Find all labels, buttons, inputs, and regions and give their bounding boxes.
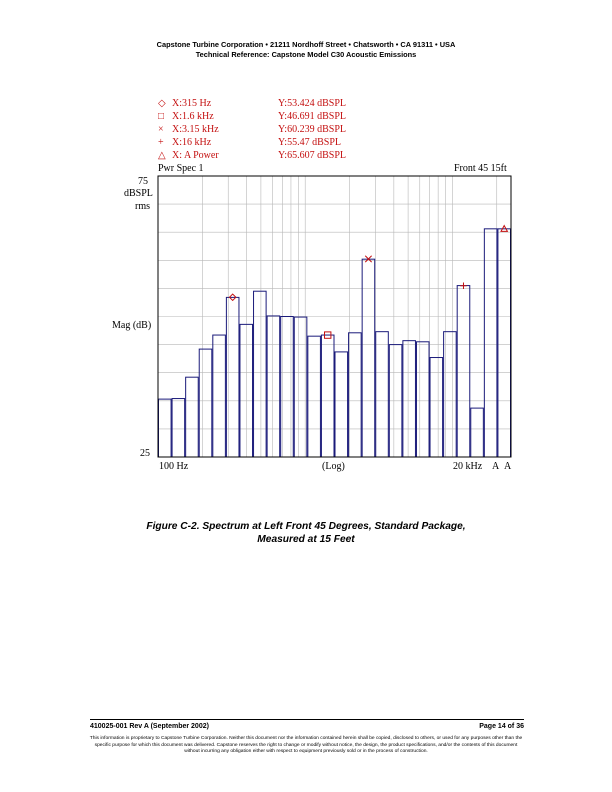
y-axis-bottom-tick: 25 [140, 448, 150, 459]
x-axis-left-label: 100 Hz [159, 461, 189, 472]
marker-x-value: X: A Power [172, 150, 219, 161]
marker-x-value: X:315 Hz [172, 98, 212, 109]
marker-cross-icon: × [158, 124, 164, 135]
marker-plus-icon: + [158, 137, 164, 148]
marker-y-value: Y:46.691 dBSPL [278, 111, 346, 122]
spectrum-bar [321, 335, 334, 457]
figure-caption [0, 520, 612, 546]
x-axis-a-label: A [504, 461, 512, 472]
marker-y-value: Y:53.424 dBSPL [278, 98, 346, 109]
caption-line-2: Measured at 15 Feet [257, 534, 355, 545]
spectrum-bar [416, 342, 429, 457]
page-number: Page 14 of 36 [479, 723, 524, 730]
marker-triangle-icon: △ [158, 150, 166, 161]
marker-diamond-icon: ◇ [158, 98, 166, 109]
marker-y-value: Y:60.239 dBSPL [278, 124, 346, 135]
marker-square-icon: □ [158, 111, 165, 122]
marker-x-value: X:3.15 kHz [172, 124, 219, 135]
spectrum-bar [254, 291, 267, 457]
marker-y-value: Y:55.47 dBSPL [278, 137, 341, 148]
spectrum-bar [471, 408, 484, 457]
y-axis-unit-label: dBSPL [124, 188, 153, 199]
caption-line-1: Figure C-2. Spectrum at Left Front 45 Degrees, Standard Package, [146, 521, 466, 532]
chart-bars [159, 229, 511, 457]
y-axis-top-tick: 75 [138, 176, 148, 187]
header-title: Technical Reference: Capstone Model C30 Acoustic Emissions [195, 50, 417, 59]
marker-plus [460, 283, 466, 289]
marker-x-value: X:1.6 kHz [172, 111, 214, 122]
marker-y-value: Y:65.607 dBSPL [278, 150, 346, 161]
footer-divider [90, 719, 524, 720]
chart-title-right: Front 45 15ft [454, 163, 507, 174]
header-address: Capstone Turbine Corporation • 21211 Nordhoff Street • Chatsworth • CA 91311 • USA [156, 40, 456, 49]
document-id: 410025-001 Rev A (September 2002) [90, 723, 209, 730]
spectrum-bar [498, 229, 511, 457]
y-axis-unit-rms: rms [135, 201, 150, 212]
chart-title-left: Pwr Spec 1 [158, 163, 204, 174]
spectrum-bar [159, 399, 172, 457]
y-axis-label: Mag (dB) [112, 320, 152, 331]
x-axis-center-label: (Log) [322, 461, 345, 472]
chart-markers [229, 226, 507, 339]
spectrum-bar [267, 316, 280, 457]
spectrum-bar [349, 333, 362, 457]
footer-disclaimer: This information is proprietary to Capstone Turbine Corporation. Neither this document nor the information contained herein shall be copied, disclosed to others, or used for any purposes other than the specific purpose for which this document was delivered. Capstone reserves the right to change or modify without notice, the design, the product specifications, and/or the contents of this document without incurring any obligation either with respect to equipment previously sold or in the process of construction. [89, 736, 523, 755]
spectrum-bar [335, 352, 348, 457]
spectrum-bar [403, 341, 416, 457]
x-axis-a-label: A [492, 461, 500, 472]
spectrum-bar [457, 286, 470, 457]
spectrum-bar [484, 229, 497, 457]
marker-x-value: X:16 kHz [172, 137, 212, 148]
spectrum-bar [186, 377, 199, 457]
spectrum-bar [172, 399, 185, 457]
spectrum-bar [213, 335, 226, 457]
spectrum-bar [308, 336, 321, 457]
x-axis-right-label: 20 kHz [453, 461, 483, 472]
spectrum-bar [362, 259, 375, 457]
spectrum-bar [199, 349, 212, 457]
spectrum-bar [240, 324, 253, 457]
spectrum-bar [376, 332, 389, 457]
